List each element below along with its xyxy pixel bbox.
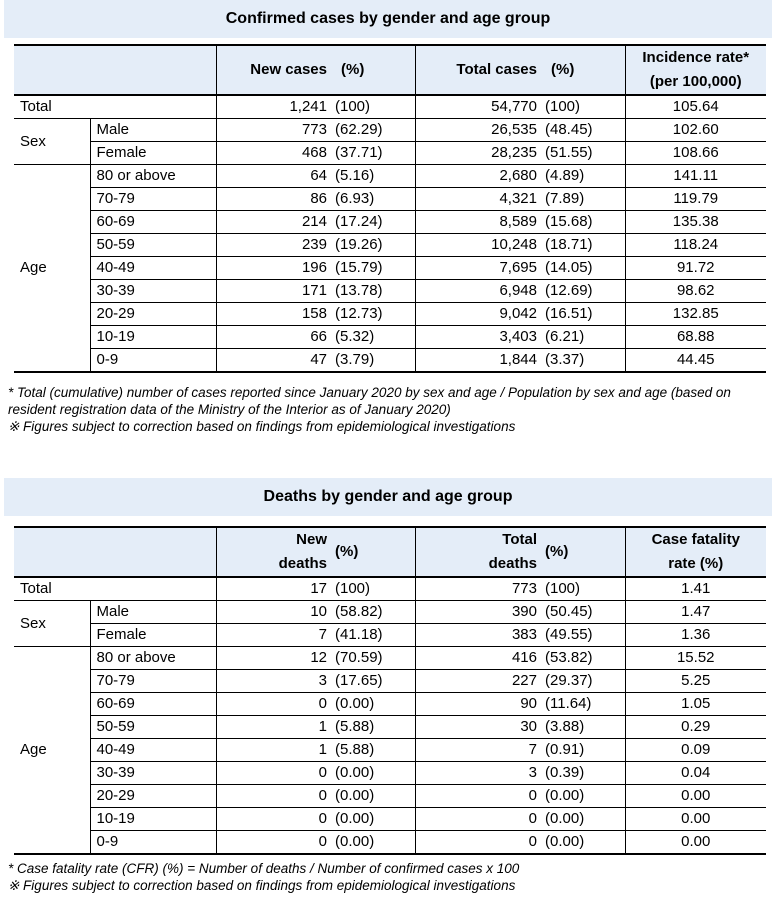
cell-total: 10,248 <box>415 234 541 257</box>
cell-new: 3 <box>216 670 331 693</box>
cell-total-pct: (48.45) <box>541 119 625 142</box>
deaths-table <box>14 526 766 855</box>
row-label-total: Total <box>14 95 216 119</box>
cell-rate: 118.24 <box>625 234 766 257</box>
cell-total-pct: (51.55) <box>541 142 625 165</box>
cell-total: 90 <box>415 693 541 716</box>
cell-total: 8,589 <box>415 211 541 234</box>
cell-new: 214 <box>216 211 331 234</box>
header-new-deaths-pct: (%) <box>331 527 415 577</box>
row-label: Female <box>90 142 216 165</box>
cell-total: 383 <box>415 624 541 647</box>
cell-total: 3,403 <box>415 326 541 349</box>
cell-rate: 0.29 <box>625 716 766 739</box>
confirmed-title <box>4 0 772 38</box>
cell-new: 1,241 <box>216 95 331 119</box>
header-case-fatality-rate <box>625 527 766 577</box>
cell-new: 239 <box>216 234 331 257</box>
header-total-cases: Total cases <box>415 45 541 95</box>
cell-total: 26,535 <box>415 119 541 142</box>
cell-new-pct: (5.16) <box>331 165 415 188</box>
cell-total: 416 <box>415 647 541 670</box>
header-incidence-line2: (per 100,000) <box>649 73 742 90</box>
row-label: 40-49 <box>90 739 216 762</box>
cell-new: 0 <box>216 831 331 855</box>
cell-rate: 1.41 <box>625 577 766 601</box>
table-row <box>14 165 766 188</box>
cell-new-pct: (100) <box>331 95 415 119</box>
cell-total-pct: (100) <box>541 95 625 119</box>
cell-rate: 108.66 <box>625 142 766 165</box>
cell-rate: 1.47 <box>625 601 766 624</box>
row-label: Female <box>90 624 216 647</box>
table-row <box>14 280 766 303</box>
cell-new: 1 <box>216 739 331 762</box>
group-label-age: Age <box>14 165 90 373</box>
table-row <box>14 142 766 165</box>
row-label: 50-59 <box>90 234 216 257</box>
cell-total: 0 <box>415 831 541 855</box>
row-label: 10-19 <box>90 808 216 831</box>
header-total-deaths-line2: deaths <box>488 555 537 572</box>
cell-new: 171 <box>216 280 331 303</box>
cell-new: 0 <box>216 808 331 831</box>
cell-total: 54,770 <box>415 95 541 119</box>
cell-rate: 91.72 <box>625 257 766 280</box>
cell-new-pct: (6.93) <box>331 188 415 211</box>
row-label: 0-9 <box>90 349 216 373</box>
cell-total: 6,948 <box>415 280 541 303</box>
row-label: 60-69 <box>90 693 216 716</box>
cell-new: 0 <box>216 785 331 808</box>
cell-total: 7 <box>415 739 541 762</box>
table-row <box>14 326 766 349</box>
cell-total: 3 <box>415 762 541 785</box>
cell-new: 468 <box>216 142 331 165</box>
cell-new: 47 <box>216 349 331 373</box>
table-row <box>14 739 766 762</box>
cell-total-pct: (6.21) <box>541 326 625 349</box>
cell-new: 0 <box>216 693 331 716</box>
cell-total-pct: (11.64) <box>541 693 625 716</box>
cell-total-pct: (14.05) <box>541 257 625 280</box>
cell-total-pct: (0.00) <box>541 831 625 855</box>
cell-total: 2,680 <box>415 165 541 188</box>
row-label: 20-29 <box>90 303 216 326</box>
cell-new-pct: (0.00) <box>331 762 415 785</box>
table-row <box>14 349 766 373</box>
cell-rate: 0.00 <box>625 808 766 831</box>
confirmed-body <box>14 95 766 372</box>
cell-total: 0 <box>415 808 541 831</box>
cell-new-pct: (5.88) <box>331 739 415 762</box>
deaths-title-text: Deaths by gender and age group <box>263 488 513 505</box>
cell-rate: 135.38 <box>625 211 766 234</box>
header-blank <box>14 45 216 95</box>
cell-new-pct: (0.00) <box>331 831 415 855</box>
cell-new: 12 <box>216 647 331 670</box>
table-row <box>14 670 766 693</box>
cell-total: 1,844 <box>415 349 541 373</box>
header-cfr-line1: Case fatality <box>651 531 740 548</box>
table-row <box>14 762 766 785</box>
cell-total-pct: (15.68) <box>541 211 625 234</box>
header-total-deaths-pct: (%) <box>541 527 625 577</box>
cell-rate: 1.05 <box>625 693 766 716</box>
table-row <box>14 624 766 647</box>
cell-new: 17 <box>216 577 331 601</box>
row-label: 70-79 <box>90 670 216 693</box>
table-row <box>14 831 766 855</box>
table-row-total <box>14 95 766 119</box>
table-row <box>14 808 766 831</box>
cell-new-pct: (19.26) <box>331 234 415 257</box>
row-label: 80 or above <box>90 165 216 188</box>
cell-total: 28,235 <box>415 142 541 165</box>
deaths-title <box>4 478 772 516</box>
header-total-deaths <box>415 527 541 577</box>
cell-new-pct: (17.24) <box>331 211 415 234</box>
table-row <box>14 234 766 257</box>
group-label-sex: Sex <box>14 601 90 647</box>
cell-new: 7 <box>216 624 331 647</box>
cell-new-pct: (12.73) <box>331 303 415 326</box>
row-label: 20-29 <box>90 785 216 808</box>
confirmed-header-row <box>14 45 766 95</box>
cell-total-pct: (100) <box>541 577 625 601</box>
confirmed-notes <box>8 384 768 435</box>
cell-rate: 141.11 <box>625 165 766 188</box>
cell-total-pct: (0.00) <box>541 785 625 808</box>
table-row <box>14 303 766 326</box>
cell-total-pct: (0.00) <box>541 808 625 831</box>
row-label: 70-79 <box>90 188 216 211</box>
cell-new: 773 <box>216 119 331 142</box>
deaths-notes <box>8 860 768 894</box>
cell-new-pct: (70.59) <box>331 647 415 670</box>
cell-new: 66 <box>216 326 331 349</box>
cell-rate: 132.85 <box>625 303 766 326</box>
row-label: Male <box>90 119 216 142</box>
cell-new-pct: (15.79) <box>331 257 415 280</box>
cell-new-pct: (3.79) <box>331 349 415 373</box>
header-new-cases: New cases <box>216 45 331 95</box>
cell-new-pct: (5.88) <box>331 716 415 739</box>
deaths-header-row <box>14 527 766 577</box>
cell-new: 196 <box>216 257 331 280</box>
cell-total-pct: (7.89) <box>541 188 625 211</box>
cell-rate: 98.62 <box>625 280 766 303</box>
cell-total-pct: (49.55) <box>541 624 625 647</box>
deaths-note-1: * Case fatality rate (CFR) (%) = Number of deaths / Number of confirmed cases x 100 <box>8 861 520 876</box>
table-row <box>14 716 766 739</box>
cell-new: 0 <box>216 762 331 785</box>
cell-new-pct: (0.00) <box>331 785 415 808</box>
header-new-deaths <box>216 527 331 577</box>
table-row-total <box>14 577 766 601</box>
cell-total-pct: (0.39) <box>541 762 625 785</box>
header-incidence-rate <box>625 45 766 95</box>
confirmed-note-2: ※ Figures subject to correction based on findings from epidemiological investigations <box>8 419 516 434</box>
header-blank <box>14 527 216 577</box>
cell-rate: 0.00 <box>625 785 766 808</box>
cell-new-pct: (0.00) <box>331 808 415 831</box>
cell-total-pct: (18.71) <box>541 234 625 257</box>
cell-rate: 68.88 <box>625 326 766 349</box>
cell-rate: 15.52 <box>625 647 766 670</box>
table-row <box>14 211 766 234</box>
cell-new: 158 <box>216 303 331 326</box>
cell-total-pct: (12.69) <box>541 280 625 303</box>
cell-total: 4,321 <box>415 188 541 211</box>
table-row <box>14 257 766 280</box>
table-row <box>14 647 766 670</box>
cell-new-pct: (100) <box>331 577 415 601</box>
cell-total: 0 <box>415 785 541 808</box>
table-row <box>14 785 766 808</box>
cell-total: 9,042 <box>415 303 541 326</box>
cell-rate: 105.64 <box>625 95 766 119</box>
header-new-deaths-line1: New <box>296 531 327 548</box>
confirmed-table <box>14 44 766 373</box>
cell-new-pct: (17.65) <box>331 670 415 693</box>
cell-new-pct: (62.29) <box>331 119 415 142</box>
cell-total: 7,695 <box>415 257 541 280</box>
cell-total: 390 <box>415 601 541 624</box>
table-row <box>14 188 766 211</box>
cell-new-pct: (13.78) <box>331 280 415 303</box>
header-new-pct: (%) <box>331 45 415 95</box>
cell-total: 30 <box>415 716 541 739</box>
row-label: 40-49 <box>90 257 216 280</box>
cell-total: 773 <box>415 577 541 601</box>
cell-total-pct: (3.37) <box>541 349 625 373</box>
cell-new-pct: (37.71) <box>331 142 415 165</box>
cell-total-pct: (16.51) <box>541 303 625 326</box>
cell-total-pct: (53.82) <box>541 647 625 670</box>
cell-rate: 0.09 <box>625 739 766 762</box>
cell-rate: 5.25 <box>625 670 766 693</box>
row-label: 80 or above <box>90 647 216 670</box>
row-label: 30-39 <box>90 280 216 303</box>
cell-new: 86 <box>216 188 331 211</box>
deaths-body <box>14 577 766 854</box>
cell-rate: 102.60 <box>625 119 766 142</box>
cell-rate: 44.45 <box>625 349 766 373</box>
row-label-total: Total <box>14 577 216 601</box>
cell-new-pct: (5.32) <box>331 326 415 349</box>
cell-total-pct: (29.37) <box>541 670 625 693</box>
header-total-deaths-line1: Total <box>502 531 537 548</box>
group-label-sex: Sex <box>14 119 90 165</box>
confirmed-title-text: Confirmed cases by gender and age group <box>225 10 551 27</box>
cell-rate: 119.79 <box>625 188 766 211</box>
cell-new-pct: (41.18) <box>331 624 415 647</box>
cell-total-pct: (0.91) <box>541 739 625 762</box>
header-cfr-line2: rate (%) <box>668 555 724 572</box>
row-label: 50-59 <box>90 716 216 739</box>
cell-rate: 1.36 <box>625 624 766 647</box>
row-label: Male <box>90 601 216 624</box>
confirmed-note-1: * Total (cumulative) number of cases reported since January 2020 by sex and age / Population by sex and age (based on resident registration data of the Ministry of the Interior as of January 2020) <box>8 385 731 417</box>
cell-new-pct: (58.82) <box>331 601 415 624</box>
deaths-note-2: ※ Figures subject to correction based on findings from epidemiological investigations <box>8 878 516 893</box>
cell-rate: 0.04 <box>625 762 766 785</box>
header-incidence-line1: Incidence rate* <box>642 49 750 66</box>
group-label-age: Age <box>14 647 90 855</box>
table-row <box>14 119 766 142</box>
row-label: 0-9 <box>90 831 216 855</box>
cell-new-pct: (0.00) <box>331 693 415 716</box>
cell-new: 10 <box>216 601 331 624</box>
header-new-deaths-line2: deaths <box>278 555 327 572</box>
cell-total: 227 <box>415 670 541 693</box>
cell-new: 64 <box>216 165 331 188</box>
table-row <box>14 601 766 624</box>
cell-total-pct: (50.45) <box>541 601 625 624</box>
header-total-pct: (%) <box>541 45 625 95</box>
table-row <box>14 693 766 716</box>
cell-total-pct: (4.89) <box>541 165 625 188</box>
cell-total-pct: (3.88) <box>541 716 625 739</box>
row-label: 60-69 <box>90 211 216 234</box>
row-label: 10-19 <box>90 326 216 349</box>
row-label: 30-39 <box>90 762 216 785</box>
cell-new: 1 <box>216 716 331 739</box>
cell-rate: 0.00 <box>625 831 766 855</box>
